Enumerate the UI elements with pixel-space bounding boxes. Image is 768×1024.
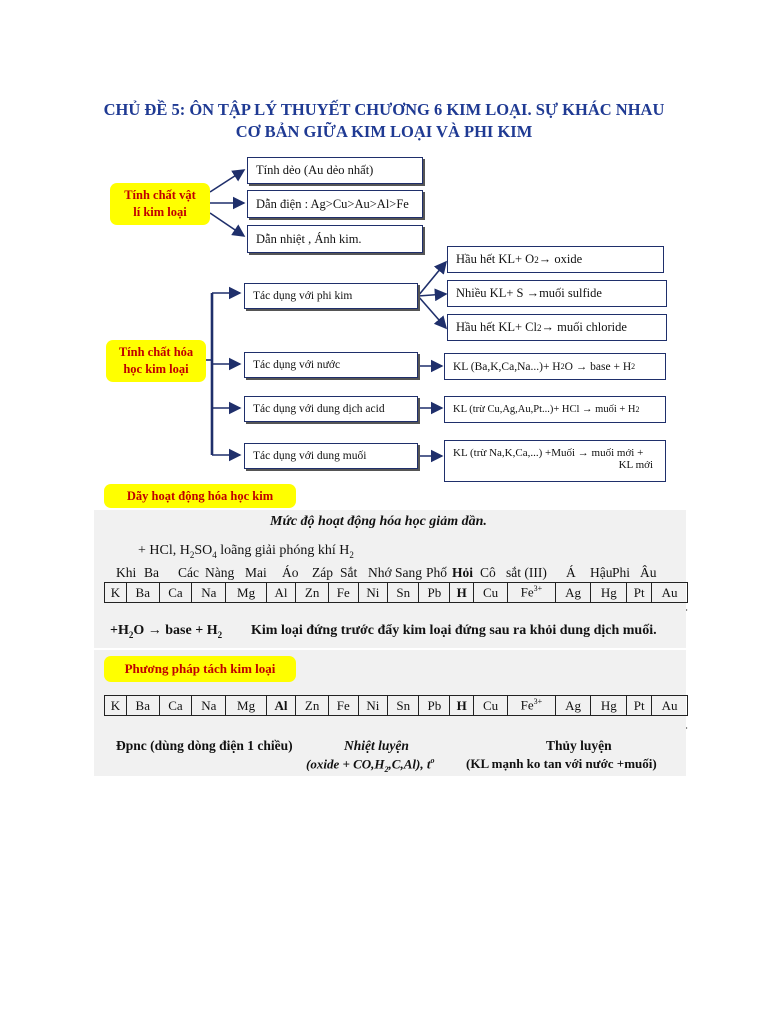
- mnemonic-row: [0, 565, 768, 583]
- metal-cell: Cu: [473, 696, 507, 716]
- separation-methods-label: Phương pháp tách kim loại: [104, 656, 296, 682]
- physical-item-ductility: Tính dẻo (Au dẻo nhất): [247, 157, 423, 184]
- reaction-with-water: Tác dụng với nước: [244, 352, 418, 378]
- method-hydrometallurgy: Thủy luyện: [546, 738, 612, 753]
- method-electrolysis: Đpnc (dùng dòng điện 1 chiều): [116, 738, 293, 753]
- nonmetal-result-chlorine: Hầu hết KL+ Cl 2 → muối chloride: [447, 314, 667, 341]
- mnemonic-word: Nàng: [205, 565, 235, 580]
- mnemonic-word: Ba: [144, 565, 159, 580]
- metal-cell: H: [450, 583, 474, 603]
- metal-cell: Au: [652, 583, 688, 603]
- metal-cell: Ba: [126, 696, 159, 716]
- pyrometallurgy-detail: (oxide + $CO,H_2,C,Al$), $t^o$: [306, 756, 435, 774]
- metal-cell: Hg: [591, 583, 627, 603]
- metal-cell: Pb: [419, 696, 450, 716]
- reaction-with-acid: Tác dụng với dung dịch acid: [244, 396, 418, 422]
- acid-hydrogen-note: + HCl, $H_2SO_4$ loãng giải phóng khí $H_2$: [138, 543, 354, 560]
- physical-item-heat-luster: Dẫn nhiệt , Ánh kim.: [247, 225, 423, 253]
- activity-metals-table: [104, 582, 688, 603]
- metal-cell: Ni: [358, 583, 388, 603]
- acid-reaction-result: KL (trừ Cu,Ag,Au,Pt...)+ HCl → muối + H 2: [444, 396, 666, 423]
- metal-cell: Al: [266, 583, 296, 603]
- nonmetal-result-oxygen: Hầu hết KL+ O 2 → oxide: [447, 246, 664, 273]
- metal-cell: Hg: [591, 696, 627, 716]
- physical-label-line1: Tính chất vật: [124, 188, 196, 202]
- separation-metals-table: [104, 695, 688, 716]
- physical-item-conductivity: Dẫn điện : Ag>Cu>Au>Al>Fe: [247, 190, 423, 218]
- water-reaction-result: KL (Ba,K,Ca,Na...)+ H 2 O → base + H 2: [444, 353, 666, 380]
- water-base-note: $+H_2O$ → base + $H_2$: [110, 623, 223, 640]
- metal-cell: Al: [266, 696, 296, 716]
- metal-cell: Zn: [296, 583, 329, 603]
- chemical-label-line1: Tính chất hóa: [118, 345, 194, 359]
- nonmetal-result-sulfur: Nhiều KL+ S →muối sulfide: [447, 280, 667, 307]
- salt-displacement-note: Kim loại đứng trước đẩy kim loại đứng sau ra khỏi dung dịch muối.: [251, 623, 657, 638]
- metal-cell: K: [105, 696, 127, 716]
- mnemonic-word: Khi: [116, 565, 137, 580]
- chemical-label-line2: học kim loại: [123, 362, 189, 376]
- mnemonic-word: Hỏi: [452, 565, 474, 580]
- metal-cell: Pb: [419, 583, 450, 603]
- mnemonic-word: Phi: [612, 565, 631, 580]
- table-row: [105, 583, 688, 603]
- metal-cell: Zn: [296, 696, 329, 716]
- mnemonic-word: Mai: [245, 565, 267, 580]
- metal-cell: $Fe^{3+}$: [508, 696, 556, 716]
- mnemonic-word: Âu: [640, 565, 657, 580]
- mnemonic-word: Á: [566, 565, 576, 580]
- mnemonic-word: Nhớ: [368, 565, 392, 580]
- metal-cell: Ag: [555, 583, 591, 603]
- page-title-line1: CHỦ ĐỀ 5: ÔN TẬP LÝ THUYẾT CHƯƠNG 6 KIM LOẠI. SỰ KHÁC NHAU: [103, 100, 665, 119]
- mnemonic-word: Sắt: [340, 565, 358, 580]
- metal-cell: $Fe^{3+}$: [508, 583, 556, 603]
- activity-series-label: Dãy hoạt động hóa học kim: [104, 484, 296, 508]
- activity-decrease-note: Mức độ hoạt động hóa học giảm dần.: [270, 514, 487, 529]
- physical-label-line2: lí kim loại: [133, 205, 187, 219]
- mnemonic-word: sắt (III): [506, 565, 547, 580]
- mnemonic-word: Hậu: [590, 565, 613, 580]
- metal-cell: Ni: [358, 696, 388, 716]
- page-title-line2: CƠ BẢN GIỮA KIM LOẠI VÀ PHI KIM: [235, 122, 533, 141]
- table-row: [105, 696, 688, 716]
- mnemonic-word: Các: [178, 565, 199, 580]
- metal-cell: Pt: [627, 583, 652, 603]
- chemical-properties-label: [106, 340, 206, 382]
- reaction-with-salt: Tác dụng với dung muối: [244, 443, 418, 469]
- metal-cell: Na: [192, 696, 226, 716]
- metal-cell: H: [450, 696, 474, 716]
- salt-reaction-result: KL (trừ Na,K,Ca,...) +Muối → muối mới + KL mới: [444, 440, 666, 482]
- metal-cell: Cu: [473, 583, 507, 603]
- mnemonic-word: Cô: [480, 565, 496, 580]
- metal-cell: K: [105, 583, 127, 603]
- mnemonic-word: Sang: [395, 565, 422, 580]
- metal-cell: Au: [652, 696, 688, 716]
- method-pyrometallurgy: Nhiệt luyện: [344, 738, 409, 753]
- metal-cell: Fe: [328, 696, 358, 716]
- metal-cell: Mg: [226, 583, 266, 603]
- mnemonic-word: Záp: [312, 565, 333, 580]
- metal-cell: Fe: [328, 583, 358, 603]
- metal-cell: Ca: [159, 696, 192, 716]
- metal-cell: Ca: [159, 583, 192, 603]
- mnemonic-word: Áo: [282, 565, 299, 580]
- metal-cell: Sn: [388, 696, 419, 716]
- metal-cell: Mg: [226, 696, 266, 716]
- metal-cell: Ag: [555, 696, 591, 716]
- metal-cell: Sn: [388, 583, 419, 603]
- hydrometallurgy-detail: (KL mạnh ko tan với nước +muối): [466, 756, 657, 771]
- metal-cell: Ba: [126, 583, 159, 603]
- mnemonic-word: Phố: [426, 565, 448, 580]
- reaction-with-nonmetal: Tác dụng với phi kim: [244, 283, 418, 309]
- physical-properties-label: [110, 183, 210, 225]
- metal-cell: Pt: [627, 696, 652, 716]
- metal-cell: Na: [192, 583, 226, 603]
